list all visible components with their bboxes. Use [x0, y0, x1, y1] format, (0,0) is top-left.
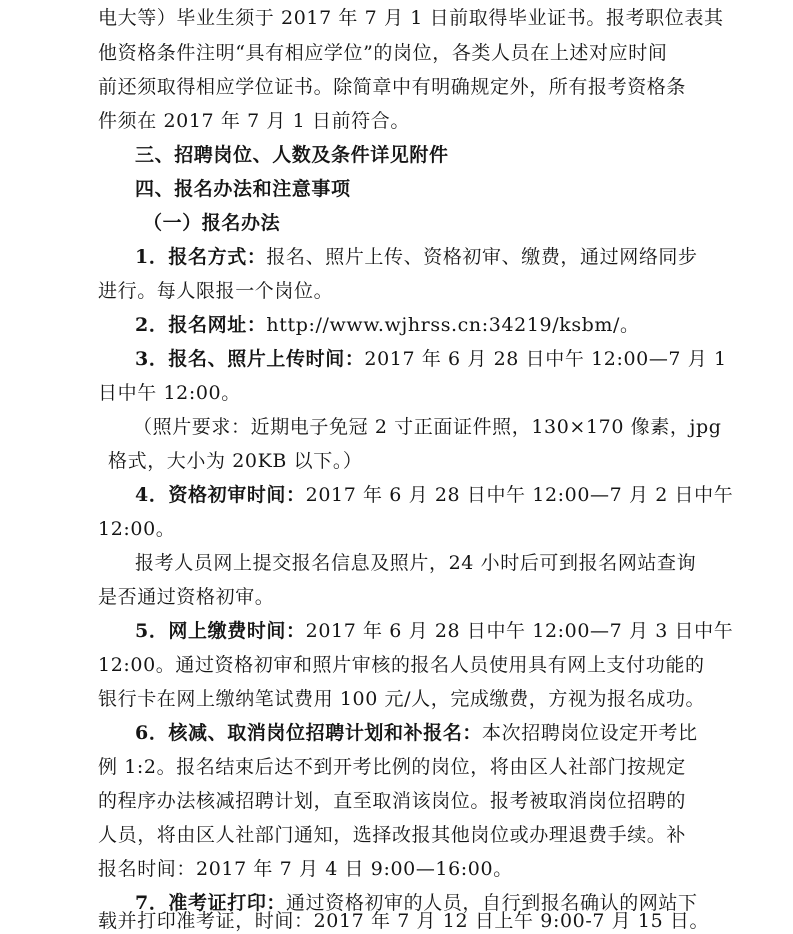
- item-line: [135, 244, 698, 270]
- item-text: 报名、照片上传、资格初审、缴费，通过网络同步: [266, 246, 698, 268]
- paragraph-line: 报考人员网上提交报名信息及照片，24 小时后可到报名网站查询: [135, 552, 697, 574]
- registration-url: http://www.wjhrss.cn:34219/ksbm/。: [266, 314, 640, 336]
- item-text: 2017 年 6 月 28 日中午 12:00—7 月 1: [364, 348, 727, 370]
- subsection-heading: （一）报名办法: [143, 212, 281, 234]
- paragraph-line: 银行卡在网上缴纳笔试费用 100 元/人，完成缴费，方视为报名成功。: [98, 688, 706, 710]
- paragraph-line: 进行。每人限报一个岗位。: [98, 280, 334, 302]
- paragraph-line: 12:00。通过资格初审和照片审核的报名人员使用具有网上支付功能的: [98, 654, 705, 676]
- section-heading: 四、报名办法和注意事项: [135, 178, 351, 200]
- item-label: 2．报名网址：: [135, 314, 267, 336]
- paragraph-line: 人员，将由区人社部门通知，选择改报其他岗位或办理退费手续。补: [98, 824, 687, 846]
- paragraph-line: 件须在 2017 年 7 月 1 日前符合。: [98, 110, 410, 132]
- item-label: 4．资格初审时间：: [135, 484, 306, 506]
- paragraph-line: 他资格条件注明“具有相应学位”的岗位，各类人员在上述对应时间: [98, 42, 668, 64]
- paragraph-line: 前还须取得相应学位证书。除简章中有明确规定外，所有报考资格条: [98, 76, 687, 98]
- section-heading: 三、招聘岗位、人数及条件详见附件: [135, 144, 449, 166]
- item-text: 本次招聘岗位设定开考比: [482, 722, 698, 744]
- photo-requirement-line: 格式，大小为 20KB 以下。）: [108, 450, 363, 472]
- paragraph-line: 是否通过资格初审。: [98, 586, 275, 608]
- photo-requirement-line: （照片要求：近期电子免冠 2 寸正面证件照，130×170 像素，jpg: [133, 416, 722, 438]
- paragraph-line: 日中午 12:00。: [98, 382, 241, 404]
- item-line: [135, 720, 698, 746]
- item-label: 3．报名、照片上传时间：: [135, 348, 365, 370]
- item-label: 6．核减、取消岗位招聘计划和补报名：: [135, 722, 483, 744]
- item-line: [135, 618, 733, 644]
- item-line: [135, 346, 727, 372]
- item-text: 通过资格初审的人员，自行到报名确认的网站下: [286, 892, 698, 914]
- paragraph-line: 的程序办法核减招聘计划，直至取消该岗位。报考被取消岗位招聘的: [98, 790, 687, 812]
- item-label: 5．网上缴费时间：: [135, 620, 306, 642]
- paragraph-line: 12:00。: [98, 518, 176, 540]
- item-line: [135, 482, 733, 508]
- item-label: 1．报名方式：: [135, 246, 267, 268]
- item-line: [135, 312, 640, 338]
- paragraph-line: 电大等）毕业生须于 2017 年 7 月 1 日前取得毕业证书。报考职位表其: [98, 7, 724, 29]
- item-label: 7．准考证打印：: [135, 892, 287, 914]
- paragraph-line: 例 1:2。报名结束后达不到开考比例的岗位，将由区人社部门按规定: [98, 756, 686, 778]
- paragraph-line: 载并打印准考证，时间：2017 年 7 月 12 日上午 9:00-7 月 15 日。: [98, 910, 710, 932]
- paragraph-line: 报名时间：2017 年 7 月 4 日 9:00—16:00。: [98, 858, 513, 880]
- item-text: 2017 年 6 月 28 日中午 12:00—7 月 3 日中午: [305, 620, 734, 642]
- item-text: 2017 年 6 月 28 日中午 12:00—7 月 2 日中午: [305, 484, 734, 506]
